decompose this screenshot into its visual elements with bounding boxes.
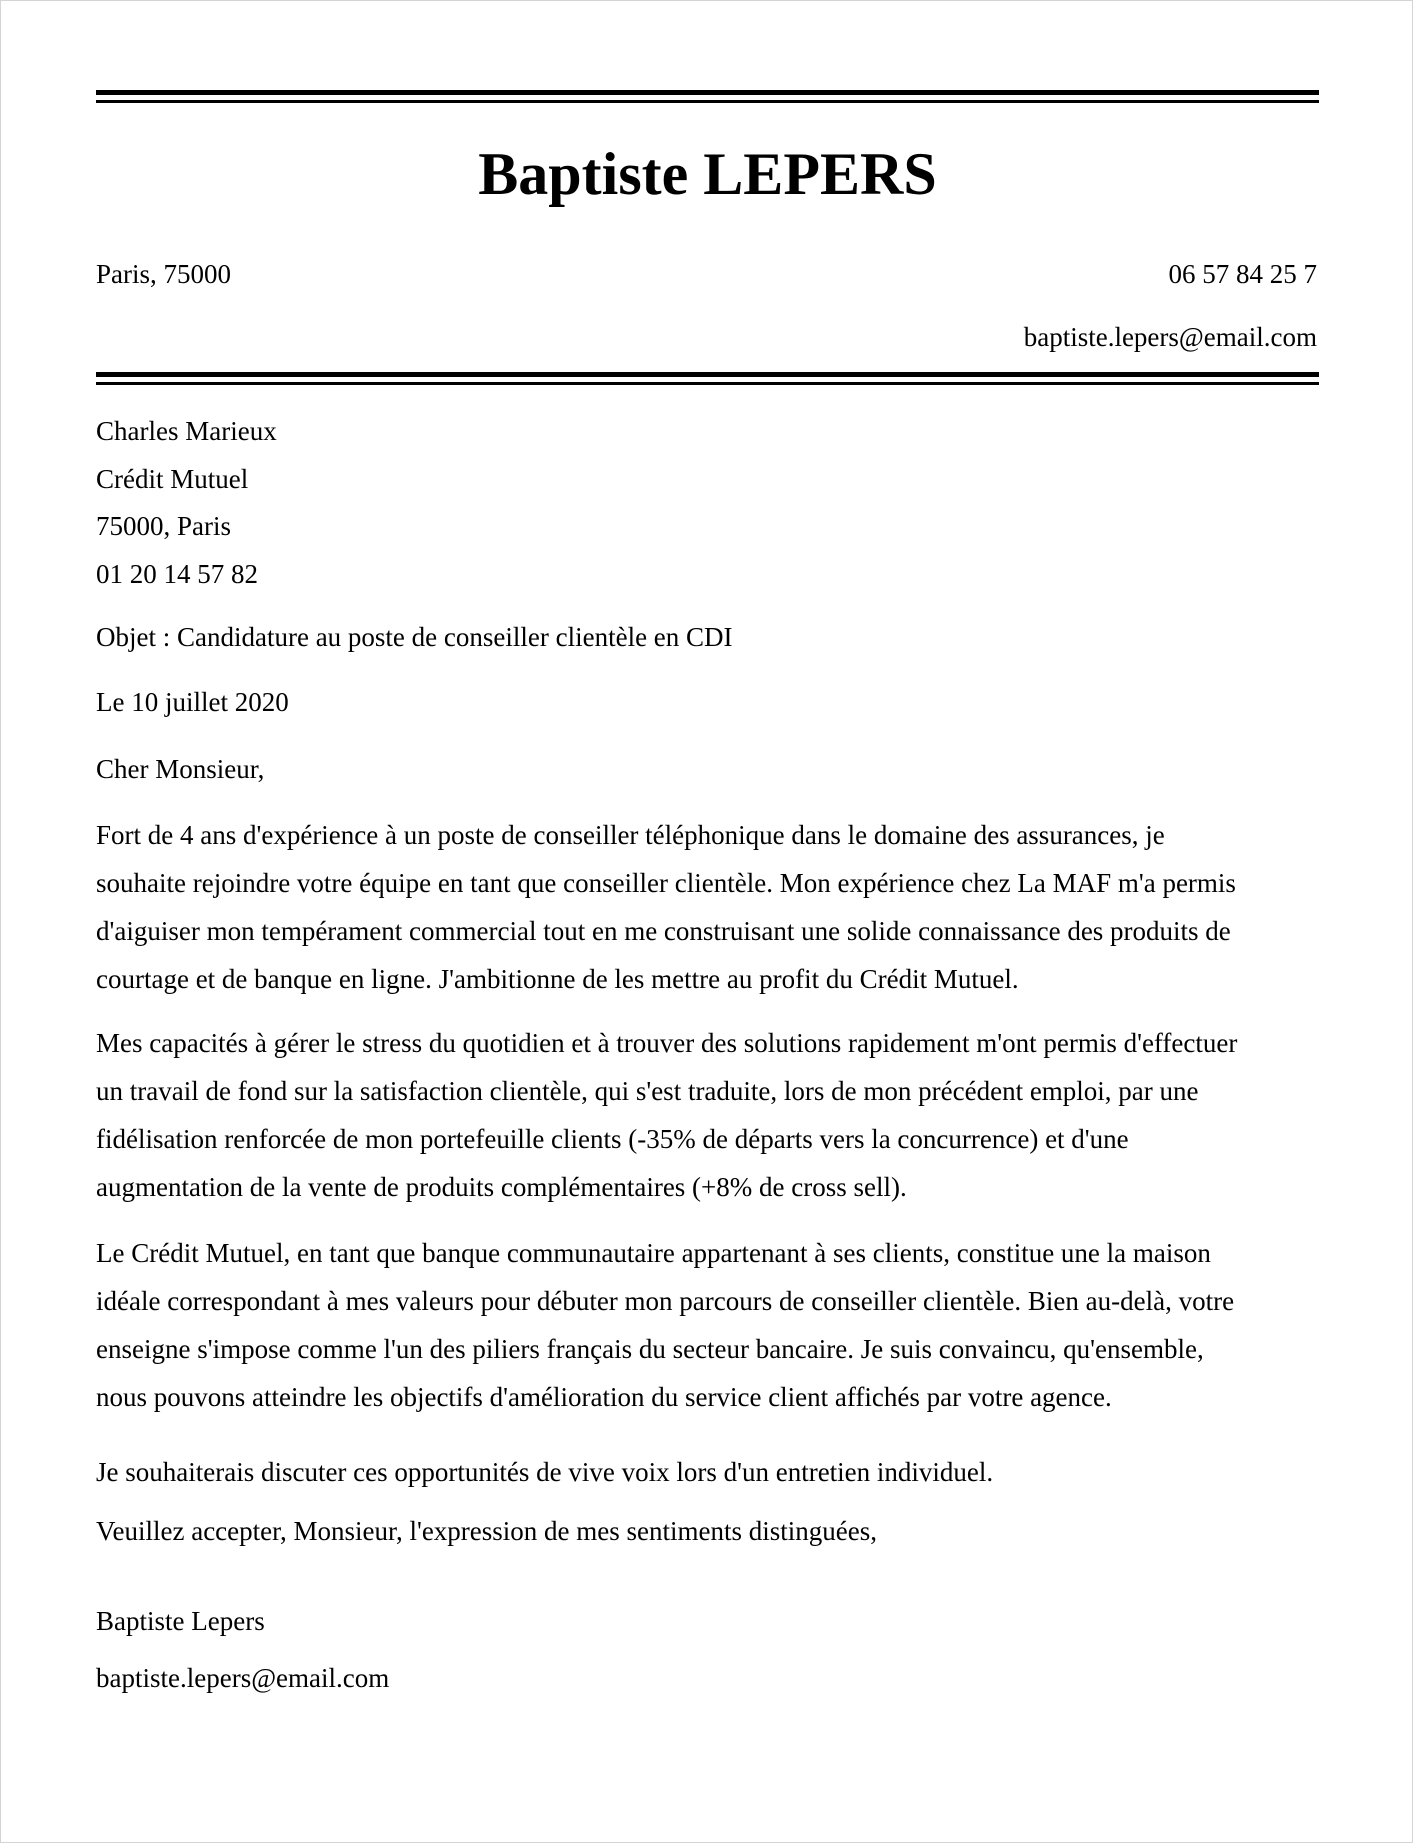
sender-email: baptiste.lepers@email.com <box>1023 322 1317 352</box>
header-top-rule <box>96 90 1319 106</box>
letter-salutation: Cher Monsieur, <box>96 754 265 784</box>
paragraph-line: un travail de fond sur la satisfaction clientèle, qui s'est traduite, lors de mon précédent emploi, par une <box>96 1076 1199 1106</box>
paragraph-line: Mes capacités à gérer le stress du quotidien et à trouver des solutions rapidement m'ont permis d'effectuer <box>96 1028 1238 1058</box>
recipient-phone: 01 20 14 57 82 <box>96 558 258 589</box>
recipient-city: 75000, Paris <box>96 511 231 541</box>
sender-phone: 06 57 84 25 7 <box>1168 259 1317 289</box>
paragraph-line: courtage et de banque en ligne. J'ambitionne de les mettre au profit du Crédit Mutuel. <box>96 964 1019 994</box>
closing-formula: Veuillez accepter, Monsieur, l'expression de mes sentiments distinguées, <box>96 1516 877 1546</box>
paragraph-line: Le Crédit Mutuel, en tant que banque communautaire appartenant à ses clients, constitue une la maison <box>96 1238 1211 1268</box>
signature-name: Baptiste Lepers <box>96 1606 265 1636</box>
body-paragraph-1 <box>96 811 1326 1003</box>
rule-thick-line <box>96 90 1319 95</box>
paragraph-line: Fort de 4 ans d'expérience à un poste de conseiller téléphonique dans le domaine des assurances, je <box>96 820 1165 850</box>
recipient-company: Crédit Mutuel <box>96 463 249 494</box>
paragraph-line: augmentation de la vente de produits complémentaires (+8% de cross sell). <box>96 1172 907 1202</box>
paragraph-line: fidélisation renforcée de mon portefeuille clients (-35% de départs vers la concurrence) et d'une <box>96 1124 1129 1154</box>
closing-request: Je souhaiterais discuter ces opportunités de vive voix lors d'un entretien individuel. <box>96 1457 994 1487</box>
paragraph-line: enseigne s'impose comme l'un des piliers français du secteur bancaire. Je suis convaincu, qu'ensemble, <box>96 1334 1204 1364</box>
header-bottom-rule <box>96 372 1319 388</box>
recipient-block <box>96 408 277 598</box>
rule-thin-line <box>96 100 1319 103</box>
body-paragraph-2 <box>96 1019 1326 1211</box>
rule-thin-line <box>96 382 1319 385</box>
letter-subject: Objet : Candidature au poste de conseiller clientèle en CDI <box>96 622 733 652</box>
sender-name: Baptiste LEPERS <box>478 141 937 207</box>
signature-email: baptiste.lepers@email.com <box>96 1663 390 1693</box>
sender-location: Paris, 75000 <box>96 259 231 289</box>
recipient-name: Charles Marieux <box>96 416 277 446</box>
body-paragraph-3 <box>96 1229 1326 1421</box>
rule-thick-line <box>96 372 1319 377</box>
paragraph-line: idéale correspondant à mes valeurs pour débuter mon parcours de conseiller clientèle. Bien au-delà, votre <box>96 1286 1235 1316</box>
paragraph-line: souhaite rejoindre votre équipe en tant que conseiller clientèle. Mon expérience chez La MAF m'a permis <box>96 868 1236 898</box>
paragraph-line: d'aiguiser mon tempérament commercial tout en me construisant une solide connaissance des produits de <box>96 916 1231 946</box>
letter-date: Le 10 juillet 2020 <box>96 687 289 717</box>
paragraph-line: nous pouvons atteindre les objectifs d'amélioration du service client affichés par votre agence. <box>96 1382 1112 1412</box>
